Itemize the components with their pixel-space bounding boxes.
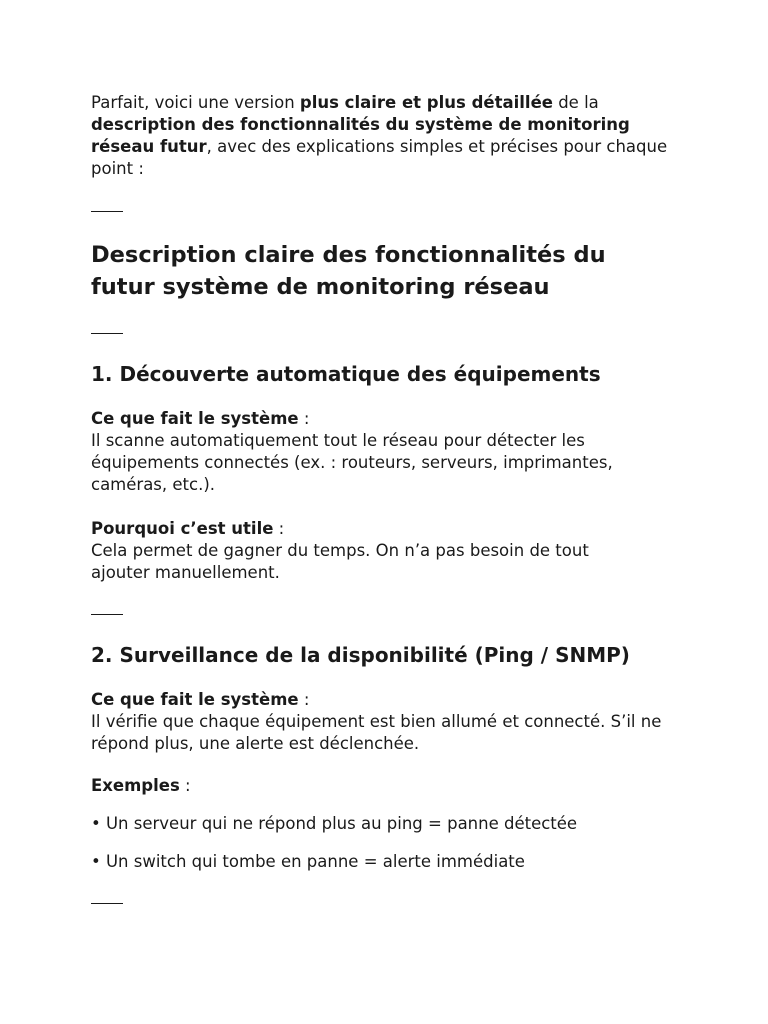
section-1-heading: 1. Découverte automatique des équipements — [91, 362, 601, 386]
intro-bold-1: plus claire et plus détaillée — [299, 93, 553, 112]
intro-text-3: , avec des explications simples et précises pour chaque point : — [91, 137, 668, 178]
section-1-why-label: Pourquoi c’est utile : — [91, 519, 285, 538]
section-1-what-text: Il scanne automatiquement tout le réseau pour détecter les équipements connectés (ex. : routeurs, serveurs, imprimantes, caméras, etc.). — [91, 431, 613, 494]
section-2-what-text: Il vérifie que chaque équipement est bien allumé et connecté. S’il ne répond plus, une alerte est déclenchée. — [91, 712, 662, 753]
separator — [91, 614, 123, 615]
separator — [91, 333, 123, 334]
separator — [91, 903, 123, 904]
section-1-why-text: Cela permet de gagner du temps. On n’a pas besoin de tout ajouter manuellement. — [91, 541, 589, 582]
intro-text-1: Parfait, voici une version — [91, 93, 300, 112]
section-1-what-label: Ce que fait le système : — [91, 409, 310, 428]
section-2-examples-label: Exemples : — [91, 776, 191, 795]
section-2-what-label: Ce que fait le système : — [91, 690, 310, 709]
section-2-heading: 2. Surveillance de la disponibilité (Ping / SNMP) — [91, 643, 630, 667]
intro-paragraph — [91, 92, 681, 180]
document-title: Description claire des fonctionnalités du futur système de monitoring réseau — [91, 242, 606, 300]
intro-bold-2: description des fonctionnalités du système de monitoring réseau futur — [91, 115, 630, 156]
separator — [91, 211, 123, 212]
list-item: • Un serveur qui ne répond plus au ping = panne détectée — [91, 814, 578, 833]
list-item: • Un switch qui tombe en panne = alerte immédiate — [91, 852, 525, 871]
intro-text-2: de la — [552, 93, 599, 112]
